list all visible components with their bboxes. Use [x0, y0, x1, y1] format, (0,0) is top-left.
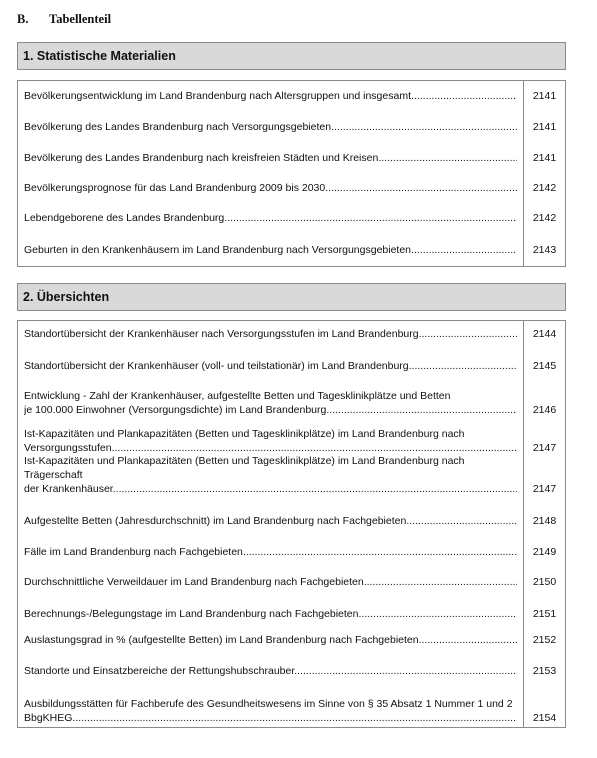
toc-row-title-line: Standortübersicht der Krankenhäuser (voll- und teilstationär) im Land Brandenburg — [24, 360, 409, 372]
leader-dots — [243, 546, 517, 558]
toc-row — [18, 514, 565, 528]
toc-row-title-line: Geburten in den Krankenhäusern im Land Brandenburg nach Versorgungsgebieten — [24, 244, 412, 256]
section-title: Tabellenteil — [49, 12, 112, 26]
toc-row-title-line: Ausbildungsstätten für Fachberufe des Gesundheitswesens im Sinne von § 35 Absatz 1 Nummer 1 und 2 — [24, 698, 513, 710]
leader-dots — [224, 212, 517, 224]
leader-dots — [411, 244, 517, 256]
toc-row-title — [24, 545, 517, 559]
leader-dots — [406, 515, 517, 527]
toc-row — [18, 664, 565, 678]
toc-row-page-number: 2147 — [532, 442, 557, 454]
toc-row-title — [24, 575, 517, 589]
leader-dots — [409, 360, 517, 372]
toc-row-page-number: 2147 — [532, 483, 557, 495]
toc-row — [18, 181, 565, 195]
toc-row-title-line: Ist-Kapazitäten und Plankapazitäten (Betten und Tagesklinikplätze) im Land Brandenburg nach — [24, 428, 465, 440]
toc-row — [18, 243, 565, 257]
toc-row — [18, 697, 565, 725]
section-header-overviews — [17, 283, 566, 311]
toc-row-title-line: je 100.000 Einwohner (Versorgungsdichte) im Land Brandenburg — [24, 404, 327, 416]
toc-row-title-line: Aufgestellte Betten (Jahresdurchschnitt) im Land Brandenburg nach Fachgebieten — [24, 515, 407, 527]
toc-row — [18, 89, 565, 103]
toc-row-title-line: Standorte und Einsatzbereiche der Rettungshubschrauber — [24, 665, 295, 677]
toc-row-title — [24, 607, 517, 621]
toc-row-title-line: Berechnungs-/Belegungstage im Land Brandenburg nach Fachgebieten — [24, 608, 359, 620]
toc-row-title — [24, 89, 517, 103]
toc-row-title-line: Bevölkerung des Landes Brandenburg nach Versorgungsgebieten — [24, 121, 332, 133]
section-header-title: 1. Statistische Materialien — [23, 49, 176, 63]
toc-row — [18, 151, 565, 165]
toc-row — [18, 120, 565, 134]
toc-table-statistics — [17, 80, 566, 267]
toc-row — [18, 633, 565, 647]
leader-dots — [112, 442, 517, 454]
leader-dots — [359, 608, 518, 620]
toc-row-title-line: Durchschnittliche Verweildauer im Land Brandenburg nach Fachgebieten — [24, 576, 364, 588]
leader-dots — [364, 576, 517, 588]
toc-row — [18, 575, 565, 589]
toc-row — [18, 455, 565, 496]
toc-row-page-number: 2154 — [532, 712, 557, 724]
toc-row-page-number: 2142 — [532, 212, 557, 224]
leader-dots — [326, 404, 517, 416]
toc-row-title-line: Fälle im Land Brandenburg nach Fachgebieten — [24, 546, 243, 558]
toc-row-title — [24, 120, 517, 134]
toc-row-page-number: 2148 — [532, 515, 557, 527]
toc-row-page-number: 2152 — [532, 634, 557, 646]
toc-row — [18, 545, 565, 559]
toc-row-title-line: der Krankenhäuser — [24, 483, 113, 495]
toc-row-title-line: Lebendgeborene des Landes Brandenburg — [24, 212, 225, 224]
section-header-title: 2. Übersichten — [23, 290, 110, 304]
toc-row-page-number: 2150 — [532, 576, 557, 588]
toc-row-page-number: 2153 — [532, 665, 557, 677]
toc-row-title-line: Entwicklung - Zahl der Krankenhäuser, aufgestellte Betten und Tagesklinikplätze und Betten — [24, 390, 451, 402]
leader-dots — [419, 328, 517, 340]
toc-row-page-number: 2149 — [532, 546, 557, 558]
toc-row-page-number: 2143 — [532, 244, 557, 256]
toc-row — [18, 389, 565, 417]
toc-row-title — [24, 181, 517, 195]
toc-row-title-line: Versorgungsstufen — [24, 442, 112, 454]
toc-row-title — [24, 389, 517, 417]
toc-row — [18, 607, 565, 621]
leader-dots — [419, 634, 517, 646]
section-letter: B. — [17, 12, 29, 26]
toc-row-title-line: Auslastungsgrad in % (aufgestellte Betten) im Land Brandenburg nach Fachgebieten — [24, 634, 419, 646]
toc-row-page-number: 2141 — [532, 121, 557, 133]
toc-row-title — [24, 243, 517, 257]
toc-row-title — [24, 514, 517, 528]
toc-row-title — [24, 697, 517, 725]
toc-row-page-number: 2145 — [532, 360, 557, 372]
toc-row-page-number: 2144 — [532, 328, 557, 340]
leader-dots — [72, 712, 517, 724]
toc-row-title — [24, 427, 517, 455]
toc-row-title — [24, 151, 517, 165]
toc-row — [18, 327, 565, 341]
toc-row-title — [24, 211, 517, 225]
leader-dots — [113, 483, 517, 495]
toc-row-page-number: 2141 — [532, 90, 557, 102]
toc-row-title-line: Bevölkerung des Landes Brandenburg nach kreisfreien Städten und Kreisen — [24, 152, 379, 164]
toc-row — [18, 211, 565, 225]
page-column-divider — [523, 81, 524, 266]
leader-dots — [411, 90, 517, 102]
toc-row — [18, 427, 565, 455]
toc-row-title-line: Ist-Kapazitäten und Plankapazitäten (Betten und Tagesklinikplätze) im Land Brandenburg nach Trägerschaft — [24, 455, 465, 481]
toc-row-page-number: 2142 — [532, 182, 557, 194]
toc-row-page-number: 2141 — [532, 152, 557, 164]
toc-row-title — [24, 327, 517, 341]
toc-row-title-line: Bevölkerungsprognose für das Land Brandenburg 2009 bis 2030 — [24, 182, 326, 194]
toc-row-title-line: Bevölkerungsentwicklung im Land Brandenburg nach Altersgruppen und insgesamt — [24, 90, 411, 102]
toc-table-overviews — [17, 320, 566, 728]
leader-dots — [325, 182, 517, 194]
section-heading — [17, 12, 111, 27]
leader-dots — [331, 121, 517, 133]
leader-dots — [378, 152, 517, 164]
toc-row — [18, 359, 565, 373]
toc-row-title — [24, 633, 517, 647]
toc-row-title — [24, 454, 517, 496]
toc-row-page-number: 2151 — [532, 608, 557, 620]
toc-row-page-number: 2146 — [532, 404, 557, 416]
section-header-statistics — [17, 42, 566, 70]
leader-dots — [294, 665, 517, 677]
toc-row-title-line: Standortübersicht der Krankenhäuser nach Versorgungsstufen im Land Brandenburg — [24, 328, 419, 340]
toc-row-title — [24, 664, 517, 678]
toc-row-title — [24, 359, 517, 373]
toc-row-title-line: BbgKHEG — [24, 712, 73, 724]
